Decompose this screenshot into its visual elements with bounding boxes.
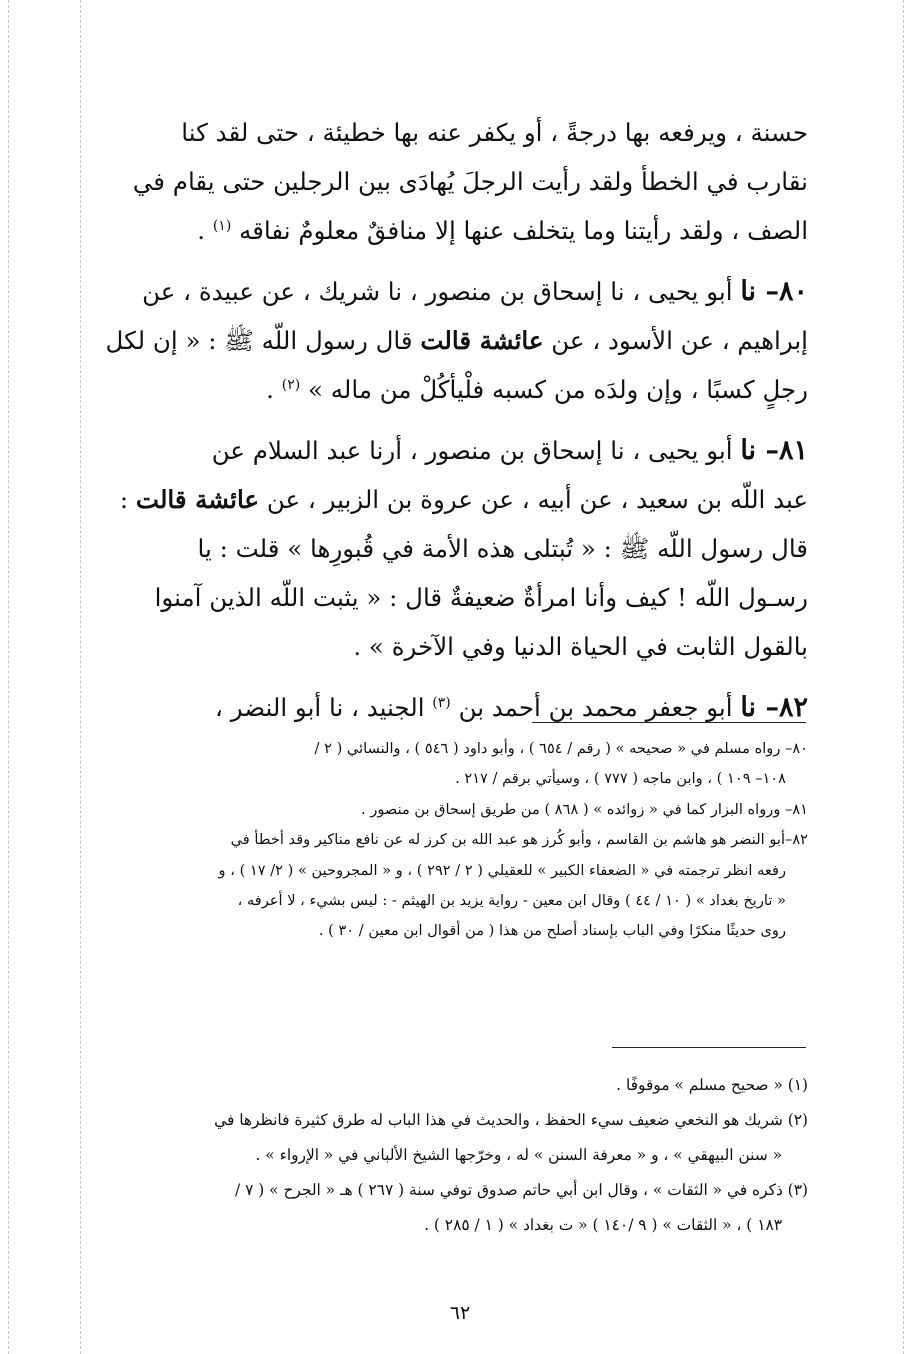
footnote-ref-1: (١)	[212, 217, 232, 234]
hadith-number-81: ٨١– نا	[740, 435, 808, 466]
page-edge-right	[903, 0, 904, 1354]
page-edge-left	[8, 0, 9, 1354]
note-81: ٨١– ورواه البزار كما في « زوائده » ( ٨٦٨ ) من طريق إسحاق بن منصور .	[361, 800, 808, 818]
paragraph-continuation: حسنة ، ويرفعه بها درجةً ، أو يكفر عنه بها خطيئة ، حتى لقد كنا نقارب في الخطأ ولقد رأيت الرجلَ يُهادَى بين الرجلين حتى يقام في الصف ، ولقد رأيتنا وما يتخلف عنها إلا منافقٌ معلومٌ نفاقه $^{(١)}$ .	[132, 118, 808, 245]
hadith-82: ٨٢– نا أبو جعفر محمد بن أحمد بن $^{(٣)}$ الجنيد ، نا أبو النضر ،	[215, 692, 808, 723]
note-82: ٨٢–أبو النضر هو هاشم بن القاسم ، وأبو كُرز هو عبد الله بن كرز له عن نافع مناكير وقد أخطأ في رفعه انظر ترجمته في « الضعفاء الكبير » للعقيلي ( ٢ / ٢٩٢ ) ، و « المجروحين » ( ٢/ ١٧ ) ، و « تاريخ بغداد » ( ١٠ / ٤٤ ) وقال ابن معين - رواية يزيد بن الهيثم - : ليس بشيء ، لا أعرفه ، روى حديثًا منكرًا وفي الباب بإسناد أصلح من هذا ( من أقوال ابن معين / ٣٠ ) .	[218, 831, 808, 940]
hadith-81: ٨١– نا أبو يحيى ، نا إسحاق بن منصور ، أرنا عبد السلام عن عبد اللّه بن سعيد ، عن أبيه ، عن عروة بن الزبير ، عن عائشة قالت : قال رسول اللّه ﷺ : « تُبتلى هذه الأمة في قُبورِها » قلت : يا رسـول اللّه ! كيف وأنا امرأةٌ ضعيفةٌ قال : « يثبت اللّه الذين آمنوا بالقول الثابت في الحياة الدنيا وفي الآخرة » .	[119, 435, 808, 661]
footnote-ref-2: (٢)	[281, 376, 301, 393]
page-edge-inner	[80, 0, 81, 1354]
footnotes-separator	[612, 1047, 806, 1048]
footnote-1: (١) « صحيح مسلم » موقوفًا .	[616, 1076, 808, 1094]
notes-separator	[532, 722, 806, 723]
hadith-80: ٨٠– نا أبو يحيى ، نا إسحاق بن منصور ، نا شريك ، عن عبيدة ، عن إبراهيم ، عن الأسود ، عن عائشة قالت قال رسول اللّه ﷺ : « إن لكل رجلٍ كسبًا ، وإن ولدَه من كسبه فلْيأكُلْ من ماله » $^{(٢)}$ .	[105, 276, 808, 404]
note-80: ٨٠– رواه مسلم في « صحيحه » ( رقم / ٦٥٤ ) ، وأبو داود ( ٥٤٦ ) ، والنسائي ( ٢ / ١٠٨– ١٠٩ ) ، وابن ماجه ( ٧٧٧ ) ، وسيأتي برقم / ٢١٧ .	[314, 740, 808, 788]
hadith-number-80: ٨٠– نا	[740, 276, 808, 307]
footnote-2: (٢) شريك هو النخعي ضعيف سيء الحفظ ، والحديث في هذا الباب له طرق كثيرة فانظرها في « سنن البيهقي » ، و « معرفة السنن » له ، وخرّجها الشيخ الألباني في « الإرواء » .	[214, 1111, 808, 1164]
footnote-3: (٣) ذكره في « الثقات » ، وقال ابن أبي حاتم صدوق توفي سنة ( ٢٦٧ ) هـ « الجرح » ( ٧ / ١٨٣ ) ، « الثقات » ( ٩ /١٤٠ ) « ت بغداد » ( ١ / ٢٨٥ ) .	[235, 1181, 808, 1234]
hadith-notes	[104, 734, 808, 947]
footnotes	[104, 1068, 808, 1243]
footnote-ref-3: (٣)	[432, 694, 451, 711]
page-number: ٦٢	[449, 1302, 471, 1324]
hadith-number-82: ٨٢– نا	[740, 692, 808, 723]
main-text	[104, 108, 808, 732]
